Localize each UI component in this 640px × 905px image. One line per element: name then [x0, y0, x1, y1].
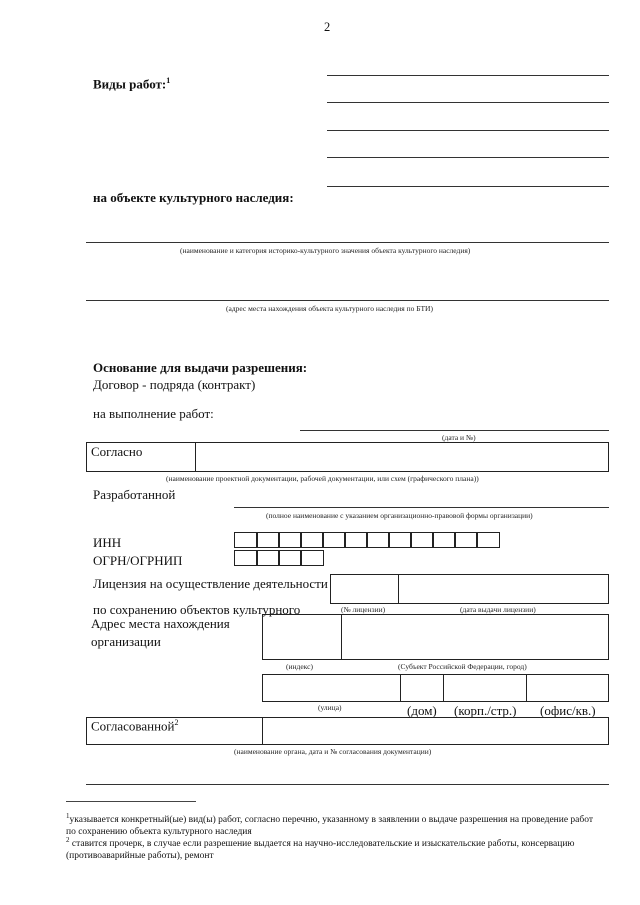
caption-house: (дом) [407, 703, 437, 718]
inn-cell[interactable] [366, 532, 390, 548]
caption-region: (Субъект Российской Федерации, город) [398, 662, 527, 671]
extra-line[interactable] [86, 784, 609, 785]
license-number-input[interactable] [331, 575, 397, 603]
agreed-label: Согласно [91, 444, 143, 459]
inn-cell[interactable] [322, 532, 346, 548]
footnote-1-mark: 1 [66, 812, 70, 820]
building-input[interactable] [444, 675, 525, 701]
page-number: 2 [324, 20, 331, 34]
ogrn-cell[interactable] [278, 550, 302, 566]
approved-label [91, 718, 178, 734]
contract-label: Договор - подряда (контракт) [93, 377, 256, 392]
index-input[interactable] [263, 615, 340, 659]
region-city-input[interactable] [342, 615, 608, 659]
for-work-label: на выполнение работ: [93, 406, 214, 421]
inn-label: ИНН [93, 535, 122, 550]
footnote-mark-2: 2 [174, 718, 179, 727]
inn-cell[interactable] [476, 532, 500, 548]
approved-input[interactable] [263, 718, 608, 744]
ogrn-label: ОГРН/ОГРНИП [93, 553, 183, 568]
inn-cell[interactable] [278, 532, 302, 548]
caption-street: (улица) [318, 703, 342, 712]
footnote-separator [66, 801, 196, 802]
footnote-2-mark: 2 [66, 836, 70, 844]
work-type-line-2[interactable] [327, 102, 609, 103]
types-of-work-label [93, 76, 170, 92]
inn-cell[interactable] [344, 532, 368, 548]
inn-cell[interactable] [256, 532, 280, 548]
caption-approved: (наименование органа, дата и № согласования документации) [234, 747, 432, 756]
address-label-line2: организации [91, 634, 161, 649]
caption-object-address: (адрес места нахождения объекта культурного наследия по БТИ) [226, 304, 433, 313]
inn-cells [234, 532, 501, 548]
street-input[interactable] [263, 675, 399, 701]
inn-cell[interactable] [234, 532, 258, 548]
address-label-line1: Адрес места нахождения [91, 616, 230, 631]
caption-office: (офис/кв.) [540, 703, 596, 718]
caption-index: (индекс) [286, 662, 313, 671]
work-type-line-1[interactable] [327, 75, 609, 76]
inn-cell[interactable] [432, 532, 456, 548]
approved-label-text: Согласованной [91, 718, 175, 734]
footnote-2 [66, 834, 594, 862]
office-input[interactable] [527, 675, 608, 701]
license-label-line2: по сохранению объектов культурного [93, 602, 301, 617]
caption-date-number: (дата и №) [442, 433, 476, 442]
inn-cell[interactable] [300, 532, 324, 548]
ogrn-cells [234, 550, 324, 566]
types-of-work-text: Виды работ: [93, 76, 167, 92]
house-input[interactable] [401, 675, 442, 701]
object-name-line[interactable] [86, 242, 609, 243]
footnote-2-text: ставится прочерк, в случае если разрешение выдается на научно-исследовательские и изыскательские работы, консервацию (противоаварийные работы), ремонт [66, 839, 575, 862]
work-type-line-3[interactable] [327, 130, 609, 131]
agreed-input[interactable] [196, 443, 608, 471]
license-label-line1: Лицензия на осуществление деятельности [93, 576, 328, 591]
developed-label: Разработанной [93, 487, 176, 502]
caption-license-date: (дата выдачи лицензии) [460, 605, 536, 614]
caption-building: (корп./стр.) [454, 703, 517, 718]
inn-cell[interactable] [388, 532, 412, 548]
inn-cell[interactable] [410, 532, 434, 548]
caption-license-number: (№ лицензии) [341, 605, 386, 614]
basis-heading: Основание для выдачи разрешения: [93, 360, 308, 375]
footnote-mark-1: 1 [166, 76, 171, 85]
license-date-input[interactable] [399, 575, 608, 603]
work-type-line-5[interactable] [327, 186, 609, 187]
inn-cell[interactable] [454, 532, 478, 548]
caption-agreed: (наименование проектной документации, рабочей документации, или схем (графического плана)) [166, 474, 479, 483]
object-address-line[interactable] [86, 300, 609, 301]
caption-developed: (полное наименование с указанием организационно-правовой формы организации) [266, 511, 533, 520]
caption-object-name: (наименование и категория историко-культурного значения объекта культурного наследия) [180, 246, 471, 255]
ogrn-cell[interactable] [300, 550, 324, 566]
work-type-line-4[interactable] [327, 157, 609, 158]
object-label: на объекте культурного наследия: [93, 190, 294, 205]
ogrn-cell[interactable] [256, 550, 280, 566]
contract-date-line[interactable] [300, 430, 609, 431]
ogrn-cell[interactable] [234, 550, 258, 566]
developed-line[interactable] [234, 507, 609, 508]
footnote-1-text: указывается конкретный(ые) вид(ы) работ, согласно перечню, указанному в заявлении о выдаче разрешения на проведение работ по сохранению объекта культурного наследия [66, 815, 594, 838]
